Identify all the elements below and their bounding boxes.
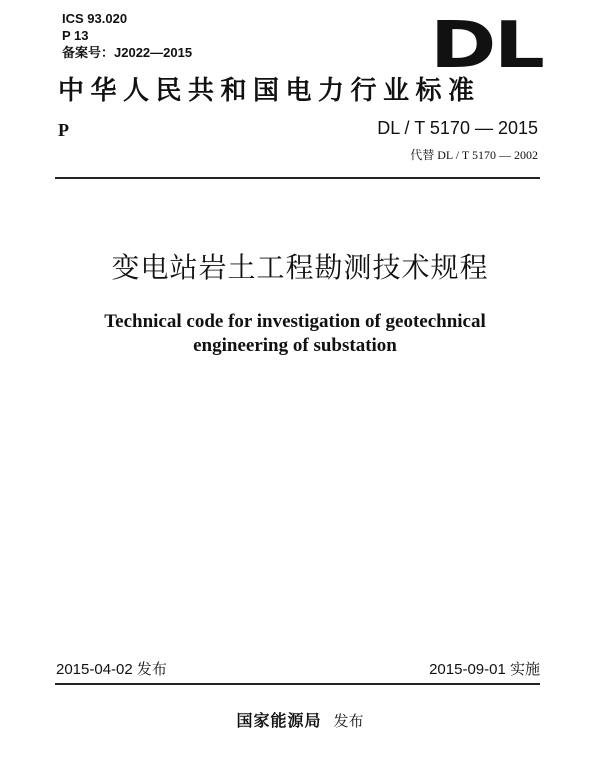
classification-code: P 13 [62,28,89,43]
publisher-name: 国家能源局 [236,711,322,730]
effective-date: 2015-09-01 实施 [429,661,540,678]
replaces-standard: 代替 DL / T 5170 — 2002 [410,148,538,162]
bottom-divider [55,683,540,685]
top-divider [55,177,540,179]
meta-info-block [62,10,192,61]
publisher-line [0,708,600,731]
document-title-chinese: 变电站岩土工程勘测技术规程 [111,251,489,284]
organization-title: 中华人民共和国电力行业标准 [58,76,481,106]
dl-logo: DL [430,9,543,83]
document-title-english [0,310,590,358]
english-title-line-1: Technical code for investigation of geotechnical [104,311,486,332]
filing-number: 备案号：J2022—2015 [62,45,193,60]
classification-letter: P [58,120,69,140]
standard-number: DL / T 5170 — 2015 [377,118,538,138]
english-title-line-2: engineering of substation [193,335,397,356]
publish-date: 2015-04-02 发布 [56,661,167,678]
ics-code: ICS 93.020 [62,11,128,26]
publisher-action: 发布 [333,712,364,730]
